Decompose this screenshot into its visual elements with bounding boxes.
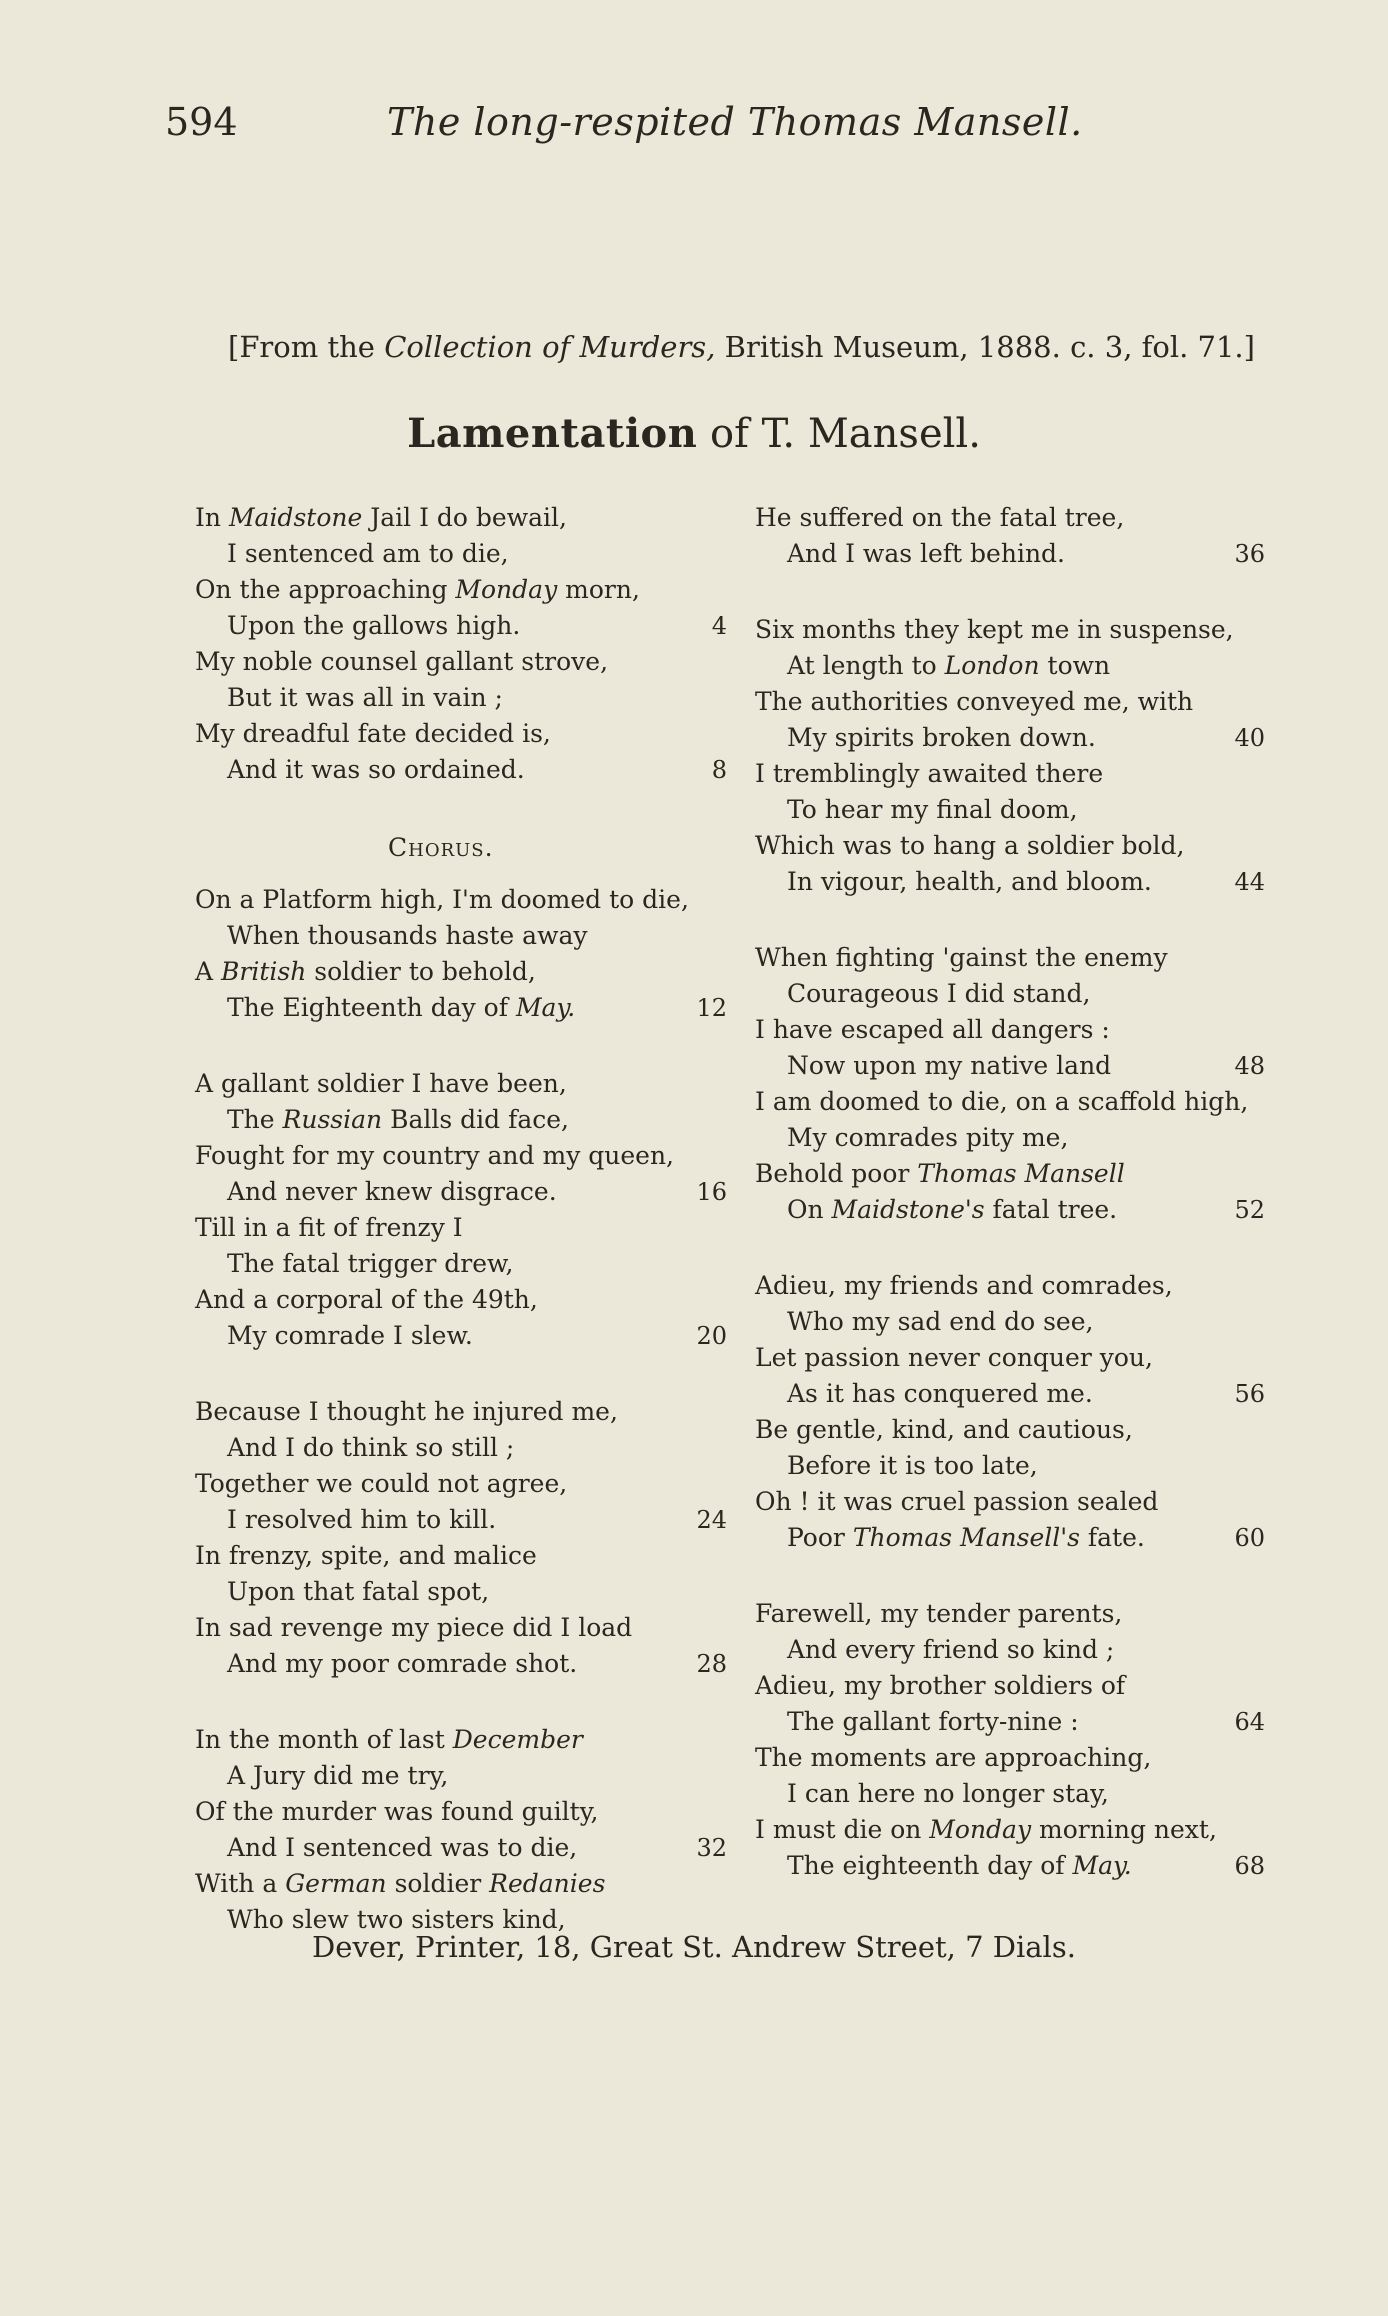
verse-line: The fatal trigger drew,: [227, 1249, 514, 1278]
verse-line: On a Platform high, I'm doomed to die,: [195, 885, 689, 914]
line-number: 44: [1234, 868, 1265, 896]
running-title: The long-respited Thomas Mansell.: [387, 100, 1083, 144]
line-number: 32: [696, 1834, 727, 1862]
verse-line: I have escaped all dangers :: [755, 1015, 1110, 1044]
line-number: 24: [696, 1506, 727, 1534]
verse-line: A British soldier to behold,: [195, 957, 536, 986]
verse-line: When fighting 'gainst the enemy: [755, 943, 1168, 972]
verse-line: The moments are approaching,: [755, 1743, 1152, 1772]
verse-line: Behold poor Thomas Mansell: [755, 1159, 1125, 1188]
line-number: 28: [696, 1650, 727, 1678]
stanza-7: [755, 1268, 1275, 1556]
verse-line: In the month of last December: [195, 1725, 583, 1754]
verse-line: To hear my final doom,: [787, 795, 1078, 824]
title-rest: of T. Mansell.: [697, 411, 981, 457]
page-number: 594: [165, 100, 238, 144]
verse-line: Who my sad end do see,: [787, 1307, 1094, 1336]
verse-line: I am doomed to die, on a scaffold high,: [755, 1087, 1249, 1116]
line-number: 52: [1234, 1196, 1265, 1224]
verse-line: My comrade I slew. 20: [195, 1318, 735, 1354]
line-number: 16: [696, 1178, 727, 1206]
source-collection: Collection of Murders,: [384, 330, 716, 364]
source-prefix: [From the: [228, 330, 385, 364]
verse-line: Six months they kept me in suspense,: [755, 615, 1234, 644]
stanza-3: [195, 1394, 735, 1682]
verse-line: And I was left behind. 36: [755, 536, 1275, 572]
verse-line: Fought for my country and my queen,: [195, 1141, 675, 1170]
line-number: 68: [1234, 1852, 1265, 1880]
stanza-4: [195, 1722, 735, 1938]
verse-line: I tremblingly awaited there: [755, 759, 1104, 788]
line-number: 8: [711, 756, 727, 784]
verse-line: Who slew two sisters kind,: [227, 1905, 566, 1934]
verse-line: And every friend so kind ;: [787, 1635, 1115, 1664]
title-blackletter: Lamentation: [407, 410, 698, 457]
right-column: [755, 500, 1275, 1924]
verse-line: Now upon my native land 48: [755, 1048, 1275, 1084]
verse-line: The Russian Balls did face,: [227, 1105, 569, 1134]
stanza-chorus: [195, 882, 735, 1026]
stanza-4-cont: [755, 500, 1275, 572]
source-suffix: British Museum, 1888. c. 3, fol. 71.]: [715, 330, 1255, 364]
verse-line: At length to London town: [787, 651, 1111, 680]
verse-line: Before it is too late,: [787, 1451, 1038, 1480]
verse-line: Adieu, my friends and comrades,: [755, 1271, 1173, 1300]
verse-line: And it was so ordained. 8: [195, 752, 735, 788]
stanza-5: [755, 612, 1275, 900]
verse-line: Be gentle, kind, and cautious,: [755, 1415, 1133, 1444]
verse-line: Courageous I did stand,: [787, 979, 1091, 1008]
stanza-8: [755, 1596, 1275, 1884]
verse-line: The eighteenth day of May. 68: [755, 1848, 1275, 1884]
line-number: 48: [1234, 1052, 1265, 1080]
verse-line: In frenzy, spite, and malice: [195, 1541, 537, 1570]
verse-line: As it has conquered me. 56: [755, 1376, 1275, 1412]
line-number: 36: [1234, 540, 1265, 568]
verse-line: Oh ! it was cruel passion sealed: [755, 1487, 1159, 1516]
verse-line: The gallant forty-nine : 64: [755, 1704, 1275, 1740]
stanza-6: [755, 940, 1275, 1228]
line-number: 60: [1234, 1524, 1265, 1552]
verse-line: Because I thought he injured me,: [195, 1397, 618, 1426]
line-number: 56: [1234, 1380, 1265, 1408]
source-note: [228, 330, 1255, 364]
verse-line: I sentenced am to die,: [227, 539, 509, 568]
verse-line: I resolved him to kill. 24: [195, 1502, 735, 1538]
line-number: 64: [1234, 1708, 1265, 1736]
verse-line: I must die on Monday morning next,: [755, 1815, 1217, 1844]
verse-line: A Jury did me try,: [227, 1761, 449, 1790]
verse-line: A gallant soldier I have been,: [195, 1069, 567, 1098]
printer-imprint: Dever, Printer, 18, Great St. Andrew Street, 7 Dials.: [312, 1930, 1076, 1964]
chorus-label: Chorus.: [388, 833, 494, 862]
left-column: [195, 500, 735, 1978]
verse-line: My dreadful fate decided is,: [195, 719, 551, 748]
line-number: 40: [1234, 724, 1265, 752]
verse-line: When thousands haste away: [227, 921, 588, 950]
verse-line: My spirits broken down. 40: [755, 720, 1275, 756]
verse-line: With a German soldier Redanies: [195, 1869, 606, 1898]
verse-line: Upon that fatal spot,: [227, 1577, 490, 1606]
verse-line: He suffered on the fatal tree,: [755, 503, 1125, 532]
verse-line: And I sentenced was to die, 32: [195, 1830, 735, 1866]
verse-line: My comrades pity me,: [787, 1123, 1069, 1152]
verse-line: Till in a fit of frenzy I: [195, 1213, 463, 1242]
verse-line: Poor Thomas Mansell's fate. 60: [755, 1520, 1275, 1556]
verse-line: Let passion never conquer you,: [755, 1343, 1153, 1372]
line-number: 12: [696, 994, 727, 1022]
verse-line: Together we could not agree,: [195, 1469, 568, 1498]
verse-line: But it was all in vain ;: [227, 683, 503, 712]
verse-line: And my poor comrade shot. 28: [195, 1646, 735, 1682]
verse-line: The authorities conveyed me, with: [755, 687, 1194, 716]
verse-line: Upon the gallows high. 4: [195, 608, 735, 644]
verse-line: Which was to hang a soldier bold,: [755, 831, 1185, 860]
line-number: 20: [696, 1322, 727, 1350]
line-number: 4: [711, 612, 727, 640]
verse-line: My noble counsel gallant strove,: [195, 647, 609, 676]
verse-line: In sad revenge my piece did I load: [195, 1613, 633, 1642]
verse-line: Farewell, my tender parents,: [755, 1599, 1123, 1628]
ballad-title: [0, 410, 1388, 457]
verse-line: And a corporal of the 49th,: [195, 1285, 538, 1314]
verse-line: In Maidstone Jail I do bewail,: [195, 503, 567, 532]
verse-line: On the approaching Monday morn,: [195, 575, 640, 604]
stanza-2: [195, 1066, 735, 1354]
verse-line: In vigour, health, and bloom. 44: [755, 864, 1275, 900]
verse-line: Adieu, my brother soldiers of: [755, 1671, 1126, 1700]
verse-line: And never knew disgrace. 16: [195, 1174, 735, 1210]
verse-line: And I do think so still ;: [227, 1433, 515, 1462]
stanza-1: [195, 500, 735, 788]
verse-line: On Maidstone's fatal tree. 52: [755, 1192, 1275, 1228]
verse-line: The Eighteenth day of May. 12: [195, 990, 735, 1026]
verse-line: Of the murder was found guilty,: [195, 1797, 599, 1826]
verse-line: I can here no longer stay,: [787, 1779, 1109, 1808]
